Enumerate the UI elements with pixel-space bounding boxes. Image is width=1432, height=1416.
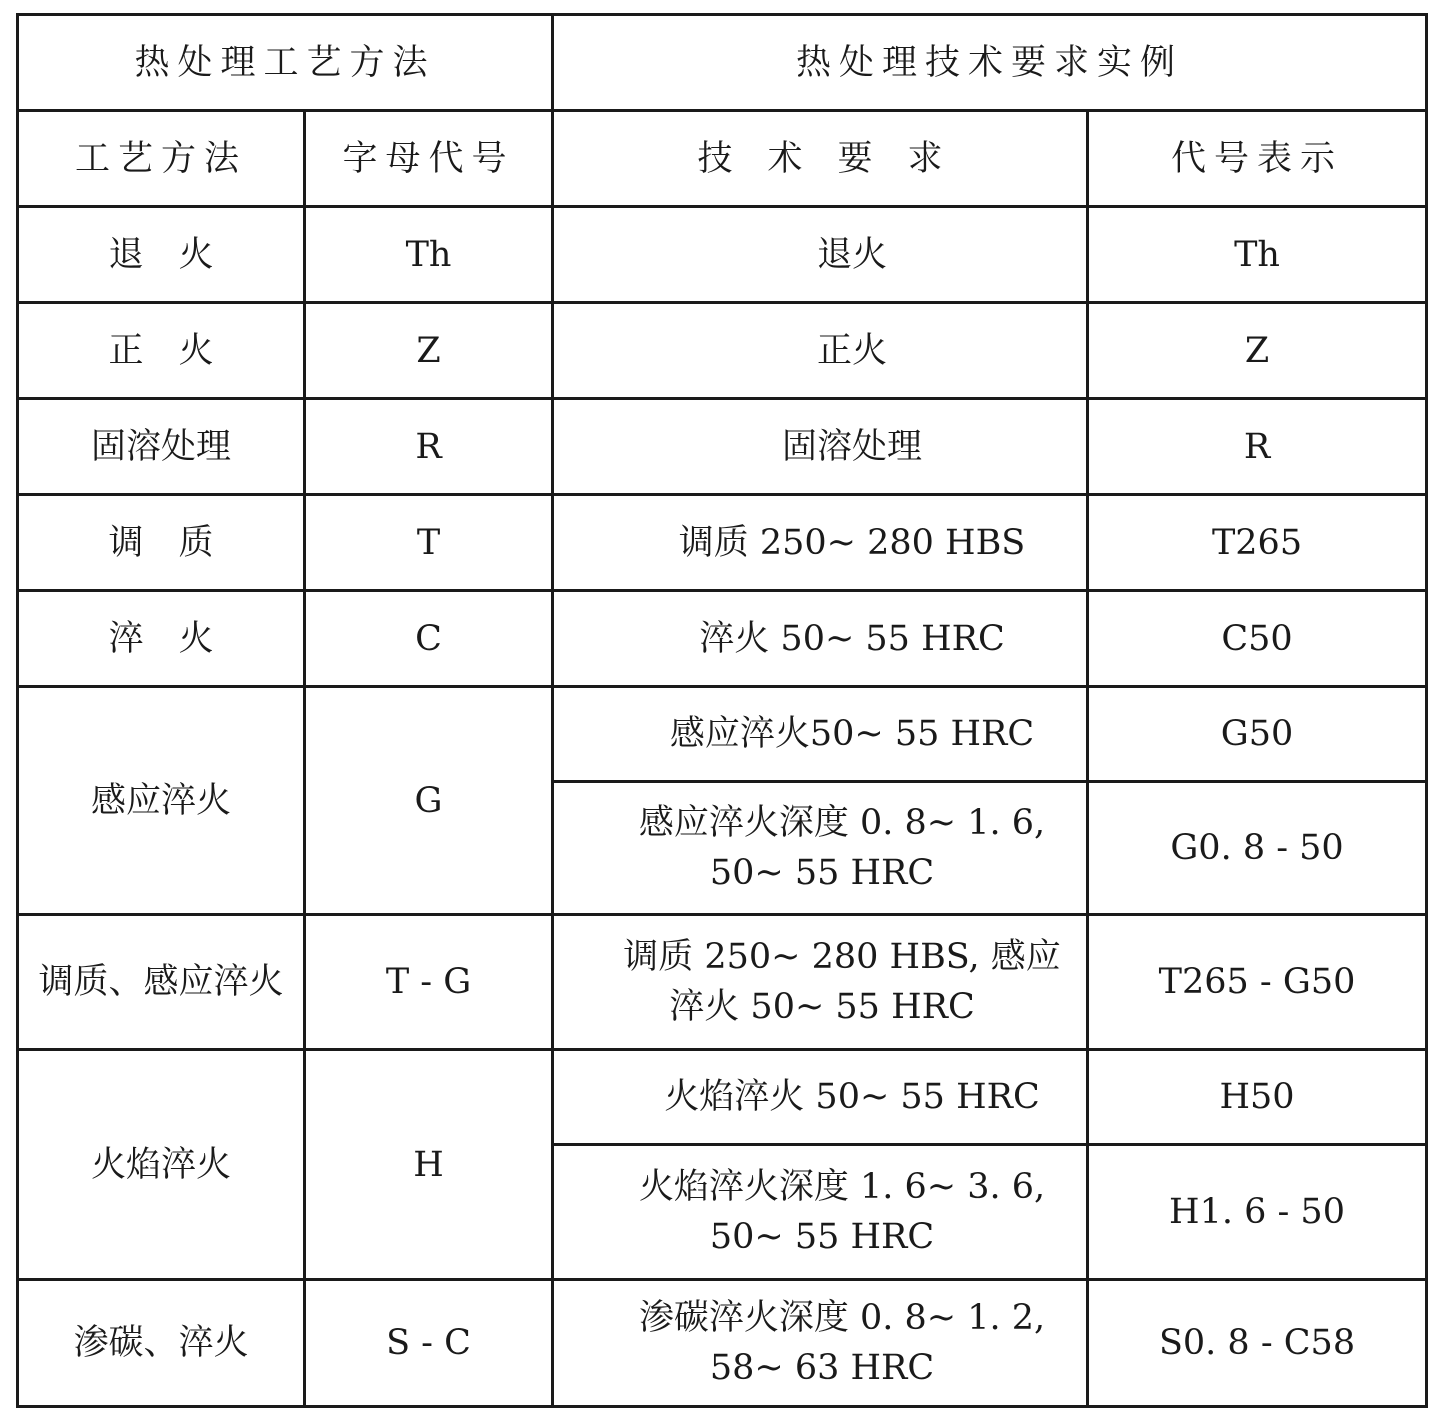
notation-cell: T265: [1088, 495, 1427, 591]
requirement-cell: 感应淬火深度 0. 8~ 1. 6, 50~ 55 HRC: [553, 782, 1088, 915]
method-cell: 调 质: [18, 495, 305, 591]
notation-cell: S0. 8 - C58: [1088, 1280, 1427, 1407]
method-cell: 退 火: [18, 207, 305, 303]
table-row: [18, 303, 1427, 399]
requirement-cell: 退火: [553, 207, 1088, 303]
group-header-right: 热处理技术要求实例: [553, 15, 1427, 111]
table-row: [18, 1280, 1427, 1407]
code-cell: R: [305, 399, 553, 495]
requirement-cell: 感应淬火50~ 55 HRC: [553, 687, 1088, 782]
table-row: [18, 399, 1427, 495]
requirement-cell: 调质 250~ 280 HBS, 感应淬火 50~ 55 HRC: [553, 915, 1088, 1050]
column-header-code: 字母代号: [305, 111, 553, 207]
notation-cell: C50: [1088, 591, 1427, 687]
group-header-left: 热处理工艺方法: [18, 15, 553, 111]
code-cell: G: [305, 687, 553, 915]
table-row: [18, 915, 1427, 1050]
notation-cell: Z: [1088, 303, 1427, 399]
column-header-row: [18, 111, 1427, 207]
code-cell: Th: [305, 207, 553, 303]
group-header-row: [18, 15, 1427, 111]
table-row: [18, 207, 1427, 303]
notation-cell: G0. 8 - 50: [1088, 782, 1427, 915]
notation-cell: G50: [1088, 687, 1427, 782]
method-cell: 渗碳、淬火: [18, 1280, 305, 1407]
method-cell: 淬 火: [18, 591, 305, 687]
requirement-cell: 渗碳淬火深度 0. 8~ 1. 2, 58~ 63 HRC: [553, 1280, 1088, 1407]
requirement-cell: 固溶处理: [553, 399, 1088, 495]
column-header-requirement: 技 术 要 求: [553, 111, 1088, 207]
heat-treatment-table: [16, 13, 1428, 1408]
code-cell: H: [305, 1050, 553, 1280]
column-header-method: 工艺方法: [18, 111, 305, 207]
method-cell: 固溶处理: [18, 399, 305, 495]
table-row: [18, 591, 1427, 687]
method-cell: 调质、感应淬火: [18, 915, 305, 1050]
notation-cell: R: [1088, 399, 1427, 495]
requirement-cell: 调质 250~ 280 HBS: [553, 495, 1088, 591]
notation-cell: Th: [1088, 207, 1427, 303]
requirement-cell: 火焰淬火深度 1. 6~ 3. 6, 50~ 55 HRC: [553, 1145, 1088, 1280]
method-cell: 正 火: [18, 303, 305, 399]
code-cell: T - G: [305, 915, 553, 1050]
notation-cell: H1. 6 - 50: [1088, 1145, 1427, 1280]
method-cell: 感应淬火: [18, 687, 305, 915]
notation-cell: T265 - G50: [1088, 915, 1427, 1050]
requirement-cell: 正火: [553, 303, 1088, 399]
code-cell: Z: [305, 303, 553, 399]
code-cell: S - C: [305, 1280, 553, 1407]
table-row: [18, 1050, 1427, 1145]
table-row: [18, 687, 1427, 782]
method-cell: 火焰淬火: [18, 1050, 305, 1280]
column-header-notation: 代号表示: [1088, 111, 1427, 207]
table-row: [18, 495, 1427, 591]
notation-cell: H50: [1088, 1050, 1427, 1145]
code-cell: C: [305, 591, 553, 687]
requirement-cell: 火焰淬火 50~ 55 HRC: [553, 1050, 1088, 1145]
code-cell: T: [305, 495, 553, 591]
requirement-cell: 淬火 50~ 55 HRC: [553, 591, 1088, 687]
